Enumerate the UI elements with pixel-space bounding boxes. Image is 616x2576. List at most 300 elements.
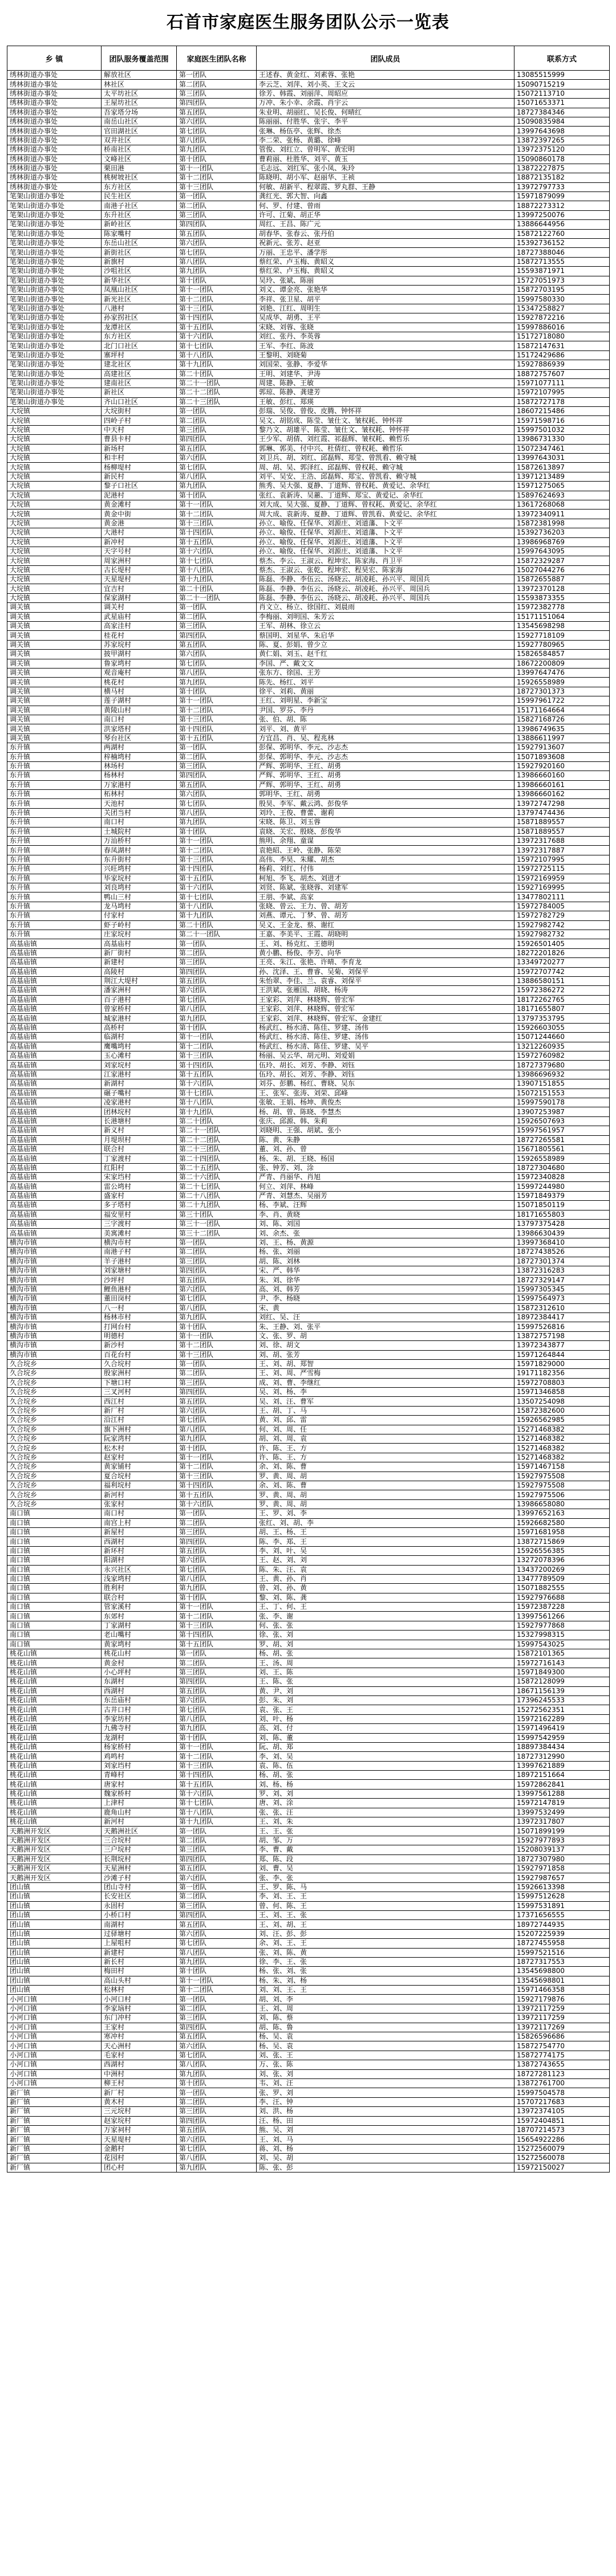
cell-township: 东升镇 (7, 892, 102, 902)
cell-contact: 13972343877 (514, 1341, 610, 1350)
cell-team-name: 第五团队 (177, 108, 257, 117)
table-row (7, 1266, 610, 1275)
cell-team-name: 第七团队 (177, 659, 257, 668)
cell-coverage: 李家垴村 (102, 2004, 177, 2013)
cell-team-name: 第十团队 (177, 1322, 257, 1331)
table-row (7, 1397, 610, 1406)
cell-township: 桃花山镇 (7, 1705, 102, 1714)
cell-team-name: 第二十团队 (177, 1116, 257, 1126)
cell-contact: 15872703195 (514, 285, 610, 294)
cell-contact: 13986658080 (514, 1499, 610, 1509)
page-title: 石首市家庭医生服务团队公示一览表 (167, 13, 449, 32)
cell-team-name: 第二十五团队 (177, 1163, 257, 1172)
cell-coverage: 新厂街村 (102, 948, 177, 957)
cell-members: 伍玲、胡长、刘芳、李静、刘钰 (257, 1070, 514, 1079)
cell-coverage: 桃花村 (102, 678, 177, 687)
cell-contact: 13797474436 (514, 808, 610, 817)
cell-contact: 15997305345 (514, 1285, 610, 1294)
cell-team-name: 第十六团队 (177, 1499, 257, 1509)
table-row (7, 1182, 610, 1191)
cell-township: 高基庙镇 (7, 1005, 102, 1014)
cell-township: 横沟市镇 (7, 1285, 102, 1294)
cell-team-name: 第六团队 (177, 1406, 257, 1415)
table-row (7, 444, 610, 453)
cell-contact: 15971849379 (514, 1191, 610, 1200)
cell-team-name: 第二团队 (177, 2004, 257, 2013)
cell-coverage: 东升街村 (102, 855, 177, 864)
cell-contact: 15972340828 (514, 1173, 610, 1182)
cell-members: 张红、刘、胡、李 (257, 1518, 514, 1527)
cell-team-name: 第六团队 (177, 1873, 257, 1882)
cell-members: 李梅丽、刘明国、朱芳云 (257, 612, 514, 621)
cell-township: 久合垸乡 (7, 1397, 102, 1406)
table-row (7, 1061, 610, 1070)
cell-contact: 15671805561 (514, 1144, 610, 1154)
cell-contact: 15971598716 (514, 416, 610, 425)
cell-coverage: 梅田村 (102, 1967, 177, 1976)
cell-contact: 13986660160 (514, 771, 610, 780)
cell-members: 李、刘、吴 (257, 1752, 514, 1761)
cell-members: 王、丁、何、王 (257, 1603, 514, 1612)
cell-contact: 15872329287 (514, 556, 610, 565)
cell-coverage: 和丰村 (102, 454, 177, 463)
table-row (7, 1649, 610, 1658)
table-row (7, 463, 610, 472)
cell-coverage: 李家坊村 (102, 1714, 177, 1723)
cell-members: 龚红光、郭大智、向鑫 (257, 192, 514, 201)
table-row (7, 584, 610, 593)
cell-coverage: 齐山口社区 (102, 397, 177, 406)
cell-contact: 19171182356 (514, 1369, 610, 1378)
cell-township: 调关镇 (7, 612, 102, 621)
cell-team-name: 第七团队 (177, 2144, 257, 2153)
cell-members: 张、刘、陈、黄 (257, 1948, 514, 1957)
cell-township: 大垸镇 (7, 425, 102, 434)
table-row (7, 1537, 610, 1546)
cell-coverage: 黄金滩村 (102, 500, 177, 509)
cell-team-name: 第八团队 (177, 1574, 257, 1583)
table-row (7, 1752, 610, 1761)
cell-township: 东升镇 (7, 874, 102, 883)
cell-team-name: 第三团队 (177, 1378, 257, 1387)
cell-team-name: 第四团队 (177, 99, 257, 108)
table-row (7, 1714, 610, 1723)
cell-team-name: 第四团队 (177, 1266, 257, 1275)
cell-township: 调关镇 (7, 724, 102, 733)
table-row (7, 631, 610, 640)
cell-team-name: 第十六团队 (177, 1789, 257, 1798)
cell-coverage: 黄家塆村 (102, 1640, 177, 1649)
table-row (7, 1042, 610, 1051)
cell-members: 李、肖、黄晓 (257, 1210, 514, 1219)
cell-members: 严青、肖丽华、肖旭 (257, 1173, 514, 1182)
cell-township: 南口镇 (7, 1612, 102, 1621)
cell-contact: 15826596686 (514, 2032, 610, 2041)
cell-coverage: 沙坪村 (102, 1275, 177, 1285)
header-contact: 联系方式 (514, 46, 610, 71)
cell-coverage: 栗田港 (102, 164, 177, 173)
cell-coverage: 披甲湖村 (102, 650, 177, 659)
cell-team-name: 第一团队 (177, 1882, 257, 1892)
cell-members: 宋晓、刘蓉、张晓 (257, 323, 514, 332)
table-row (7, 1742, 610, 1751)
cell-team-name: 第七团队 (177, 1294, 257, 1303)
cell-township: 南口镇 (7, 1546, 102, 1555)
cell-township: 小河口镇 (7, 2032, 102, 2041)
cell-township: 大垸镇 (7, 575, 102, 584)
cell-contact: 13545698800 (514, 1967, 610, 1976)
cell-team-name: 第二十团队 (177, 920, 257, 930)
cell-team-name: 第十团队 (177, 1444, 257, 1453)
cell-contact: 15972760982 (514, 1051, 610, 1061)
cell-township: 新厂镇 (7, 2135, 102, 2144)
cell-members: 胡、陈、刘林 (257, 1257, 514, 1266)
cell-members: 王、刘、马 (257, 2135, 514, 2144)
cell-team-name: 第十团队 (177, 1733, 257, 1742)
cell-team-name: 第四团队 (177, 1910, 257, 1919)
table-row (7, 1079, 610, 1089)
cell-team-name: 第十八团队 (177, 350, 257, 360)
cell-coverage: 团林垸村 (102, 1107, 177, 1116)
cell-members: 曹莉丽、杜胜华、刘平、黄玉 (257, 154, 514, 164)
table-row (7, 1556, 610, 1565)
cell-contact: 15272560078 (514, 2154, 610, 2163)
table-row (7, 1303, 610, 1313)
cell-members: 何、张、张 (257, 1621, 514, 1630)
cell-township: 笔架山街道办事处 (7, 239, 102, 248)
cell-contact: 13972117259 (514, 2013, 610, 2023)
cell-coverage: 天星堤村 (102, 2135, 177, 2144)
cell-coverage: 黄金港 (102, 519, 177, 528)
cell-team-name: 第十二团队 (177, 1042, 257, 1051)
cell-team-name: 第三团队 (177, 1527, 257, 1536)
table-row (7, 1603, 610, 1612)
cell-team-name: 第十五团队 (177, 733, 257, 743)
header-coverage: 团队服务覆盖范围 (102, 46, 177, 71)
cell-contact: 13997368410 (514, 1238, 610, 1247)
cell-members: 周、胡、吴、郭泽红、邱磊辉、曾权耗、赖守城 (257, 463, 514, 472)
table-row (7, 89, 610, 98)
cell-coverage: 高家洼村 (102, 622, 177, 631)
cell-coverage: 赵家村 (102, 1453, 177, 1462)
cell-township: 桃花山镇 (7, 1649, 102, 1658)
table-row (7, 1939, 610, 1948)
header-members: 团队成员 (257, 46, 514, 71)
table-row (7, 2097, 610, 2106)
cell-coverage: 丁家湖村 (102, 1621, 177, 1630)
cell-team-name: 第三团队 (177, 622, 257, 631)
cell-contact: 18727301373 (514, 687, 610, 696)
cell-members: 孙立、喻俊、任保华、刘源庄、刘道藩、卜文平 (257, 547, 514, 556)
cell-team-name: 第十一团队 (177, 1742, 257, 1751)
cell-members: 陈磊、李静、李伍云、汤晓云、胡凌耗、孙兴平、周国兵 (257, 575, 514, 584)
cell-coverage: 管家溪村 (102, 1603, 177, 1612)
cell-team-name: 第七团队 (177, 127, 257, 136)
cell-members: 陈磊、李静、李伍云、汤晓云、胡凌耗、孙兴平、周国兵 (257, 584, 514, 593)
cell-township: 笔架山街道办事处 (7, 201, 102, 210)
cell-team-name: 第十团队 (177, 687, 257, 696)
cell-team-name: 第一团队 (177, 407, 257, 416)
cell-coverage: 保家湖村 (102, 593, 177, 602)
cell-coverage: 王家村 (102, 2023, 177, 2032)
cell-contact: 13997532499 (514, 1808, 610, 1817)
table-row (7, 454, 610, 463)
cell-team-name: 第四团队 (177, 435, 257, 444)
cell-coverage: 柘林村 (102, 790, 177, 799)
cell-coverage: 林社区 (102, 80, 177, 89)
cell-team-name: 第三团队 (177, 761, 257, 771)
cell-coverage: 新建村 (102, 1948, 177, 1957)
cell-team-name: 第二十一团队 (177, 378, 257, 388)
cell-contact: 15971829000 (514, 1359, 610, 1368)
cell-coverage: 苏家垸村 (102, 640, 177, 649)
cell-team-name: 第五团队 (177, 780, 257, 789)
cell-contact: 15997512628 (514, 1892, 610, 1901)
table-row (7, 528, 610, 537)
table-row (7, 229, 610, 238)
cell-contact: 15926613398 (514, 1882, 610, 1892)
cell-team-name: 第十四团队 (177, 724, 257, 733)
cell-team-name: 第六团队 (177, 986, 257, 995)
cell-township: 调关镇 (7, 650, 102, 659)
table-row (7, 425, 610, 434)
cell-township: 大垸镇 (7, 482, 102, 491)
cell-contact: 18972384417 (514, 1313, 610, 1322)
cell-team-name: 第十二团队 (177, 706, 257, 715)
cell-coverage: 打网台村 (102, 1322, 177, 1331)
table-row (7, 761, 610, 771)
cell-members: 黎乃文、胡雄平、陈莹、皱仕文、皱权耗、钟怀祥 (257, 425, 514, 434)
cell-contact: 15971681958 (514, 1527, 610, 1536)
table-row (7, 117, 610, 126)
cell-contact: 18272201826 (514, 948, 610, 957)
cell-members: 刘大成、吴大强、夏静、丁道辉、曾权耗、黄爱记、余华红 (257, 500, 514, 509)
table-row (7, 565, 610, 574)
cell-township: 绣林街道办事处 (7, 164, 102, 173)
cell-township: 横沟市镇 (7, 1248, 102, 1257)
cell-contact: 15927920160 (514, 761, 610, 771)
cell-members: 刘义、谭金亮、张艳华 (257, 285, 514, 294)
table-row (7, 1621, 610, 1630)
cell-township: 绣林街道办事处 (7, 108, 102, 117)
cell-team-name: 第八团队 (177, 2154, 257, 2163)
cell-members: 方宜昌、肖、吴、程兆林 (257, 733, 514, 743)
table-row (7, 1248, 610, 1257)
table-row (7, 239, 610, 248)
cell-contact: 15997564973 (514, 1294, 610, 1303)
table-row (7, 1229, 610, 1238)
table-row (7, 2078, 610, 2088)
cell-township: 绣林街道办事处 (7, 89, 102, 98)
table-row (7, 958, 610, 967)
cell-team-name: 第二团队 (177, 416, 257, 425)
cell-coverage: 古井口村 (102, 1705, 177, 1714)
cell-contact: 15392736152 (514, 239, 610, 248)
cell-team-name: 第十三团队 (177, 1350, 257, 1359)
team-table (7, 46, 610, 2173)
table-row (7, 472, 610, 481)
cell-coverage: 松木村 (102, 1444, 177, 1453)
table-row (7, 407, 610, 416)
table-row (7, 1901, 610, 1910)
cell-coverage: 杨家桥村 (102, 1742, 177, 1751)
cell-members: 朱怡翠、李佳、兰、袁睿、刘保平 (257, 976, 514, 985)
table-row (7, 1210, 610, 1219)
cell-members: 蔡杰、王淑云、张乾、程坤宏、程昊宏、陈家海 (257, 565, 514, 574)
cell-township: 久合垸乡 (7, 1481, 102, 1490)
table-row (7, 416, 610, 425)
table-row (7, 482, 610, 491)
cell-members: 袁艳昭、王岭、张静、陈荣 (257, 846, 514, 855)
cell-members: 尹、李、杨晓 (257, 1294, 514, 1303)
cell-township: 久合垸乡 (7, 1453, 102, 1462)
cell-members: 陈丽丽、付胜华、张宇、李平 (257, 117, 514, 126)
cell-team-name: 第四团队 (177, 1854, 257, 1864)
table-row (7, 388, 610, 397)
cell-township: 大垸镇 (7, 510, 102, 519)
cell-members: 张东方、徐国、王芳 (257, 669, 514, 678)
cell-members: 彭、朱、刘 (257, 1695, 514, 1705)
table-row (7, 304, 610, 313)
cell-contact: 13617268068 (514, 500, 610, 509)
cell-township: 横沟市镇 (7, 1331, 102, 1340)
cell-coverage: 横沟市村 (102, 1238, 177, 1247)
cell-coverage: 新厂村 (102, 2088, 177, 2097)
cell-coverage: 南港子社区 (102, 201, 177, 210)
cell-coverage: 西江村 (102, 1397, 177, 1406)
cell-contact: 15207225939 (514, 1929, 610, 1938)
table-row (7, 2051, 610, 2060)
cell-team-name: 第十二团队 (177, 295, 257, 304)
cell-team-name: 第三团队 (177, 958, 257, 967)
cell-coverage: 高桥村 (102, 1023, 177, 1032)
cell-members: 郑、陈、段 (257, 1854, 514, 1864)
cell-team-name: 第十一团队 (177, 696, 257, 706)
cell-township: 绣林街道办事处 (7, 154, 102, 164)
table-row (7, 267, 610, 276)
table-row (7, 1154, 610, 1163)
cell-contact: 15972404851 (514, 2116, 610, 2125)
table-row (7, 378, 610, 388)
cell-members: 胡、刘、周、袁 (257, 1434, 514, 1444)
cell-members: 刘燕、谭元、丁梦、曾、胡芳 (257, 911, 514, 920)
cell-contact: 15927169995 (514, 883, 610, 892)
cell-coverage: 沙咀社区 (102, 267, 177, 276)
cell-contact: 13972317688 (514, 837, 610, 846)
cell-contact: 15997504578 (514, 2088, 610, 2097)
cell-team-name: 第二团队 (177, 1836, 257, 1845)
cell-members: 杨、吴、袁 (257, 2041, 514, 2051)
table-row (7, 1416, 610, 1425)
cell-coverage: 新冲村 (102, 537, 177, 547)
cell-township: 调关镇 (7, 640, 102, 649)
table-row (7, 220, 610, 229)
cell-township: 南口镇 (7, 1565, 102, 1574)
cell-team-name: 第三团队 (177, 2107, 257, 2116)
cell-contact: 15971466358 (514, 1986, 610, 1995)
cell-township: 新厂镇 (7, 2116, 102, 2125)
cell-team-name: 第八团队 (177, 1948, 257, 1957)
cell-coverage: 小桥口村 (102, 1910, 177, 1919)
cell-coverage: 阮家湾村 (102, 1434, 177, 1444)
cell-members: 刘、曹、吴 (257, 1864, 514, 1873)
cell-team-name: 第十六团队 (177, 883, 257, 892)
table-row (7, 771, 610, 780)
table-row (7, 1033, 610, 1042)
table-row (7, 967, 610, 976)
table-row (7, 2004, 610, 2013)
cell-township: 笔架山街道办事处 (7, 248, 102, 257)
cell-members: 黄、尹、刘 (257, 1686, 514, 1695)
table-row (7, 1388, 610, 1397)
cell-coverage: 碾子嘴村 (102, 1089, 177, 1098)
cell-team-name: 第九团队 (177, 1014, 257, 1023)
cell-team-name: 第十七团队 (177, 556, 257, 565)
cell-coverage: 沿江村 (102, 1416, 177, 1425)
table-row (7, 1929, 610, 1938)
cell-members: 徐、李、王、张 (257, 1957, 514, 1966)
cell-township: 大垸镇 (7, 435, 102, 444)
cell-contact: 18727312990 (514, 1752, 610, 1761)
table-row (7, 1434, 610, 1444)
cell-township: 笔架山街道办事处 (7, 192, 102, 201)
cell-contact: 15172718080 (514, 332, 610, 341)
cell-township: 久合垸乡 (7, 1462, 102, 1472)
cell-team-name: 第九团队 (177, 2069, 257, 2078)
cell-contact: 13085515999 (514, 71, 610, 80)
cell-township: 横沟市镇 (7, 1303, 102, 1313)
cell-members: 周红、王昌、陈广元 (257, 220, 514, 229)
cell-coverage: 南口村 (102, 1509, 177, 1518)
table-row (7, 1378, 610, 1387)
cell-members: 刘、王、杨、黄源 (257, 1238, 514, 1247)
cell-coverage: 文峰社区 (102, 154, 177, 164)
cell-members: 蒋、刘、杨 (257, 2144, 514, 2153)
cell-members: 陈、黄、朱静 (257, 1135, 514, 1144)
cell-members: 杨武红、杨水清、陈佳、罗建、汤伟 (257, 1033, 514, 1042)
cell-township: 团山镇 (7, 1957, 102, 1966)
table-row (7, 1369, 610, 1378)
table-row (7, 1957, 610, 1966)
cell-coverage: 中洲村 (102, 2069, 177, 2078)
cell-coverage: 新建村 (102, 958, 177, 967)
cell-township: 高基庙镇 (7, 1089, 102, 1098)
table-row (7, 2069, 610, 2078)
table-row (7, 1220, 610, 1229)
cell-team-name: 第五团队 (177, 1920, 257, 1929)
cell-coverage: 虾子岭村 (102, 920, 177, 930)
cell-members: 何、罗、付建、曾雨 (257, 201, 514, 210)
cell-coverage: 洪家塔村 (102, 724, 177, 733)
cell-contact: 15927975508 (514, 1481, 610, 1490)
cell-coverage: 天星堤村 (102, 575, 177, 584)
cell-team-name: 第六团队 (177, 454, 257, 463)
cell-township: 横沟市镇 (7, 1322, 102, 1331)
cell-coverage: 小河口村 (102, 1995, 177, 2004)
cell-team-name: 第七团队 (177, 799, 257, 808)
cell-members: 徐芳、韩霞、刘丽萍、周昭应 (257, 89, 514, 98)
cell-coverage: 九佛寺村 (102, 1724, 177, 1733)
cell-team-name: 第十三团队 (177, 715, 257, 724)
cell-coverage: 联合村 (102, 1593, 177, 1602)
cell-contact: 15971879099 (514, 192, 610, 201)
cell-team-name: 第一团队 (177, 743, 257, 752)
table-row (7, 1126, 610, 1135)
cell-members: 胡、陈、鲁 (257, 2023, 514, 2032)
cell-contact: 18972151664 (514, 1771, 610, 1780)
cell-coverage: 曾家桥村 (102, 1005, 177, 1014)
cell-coverage: 下塘口村 (102, 1378, 177, 1387)
